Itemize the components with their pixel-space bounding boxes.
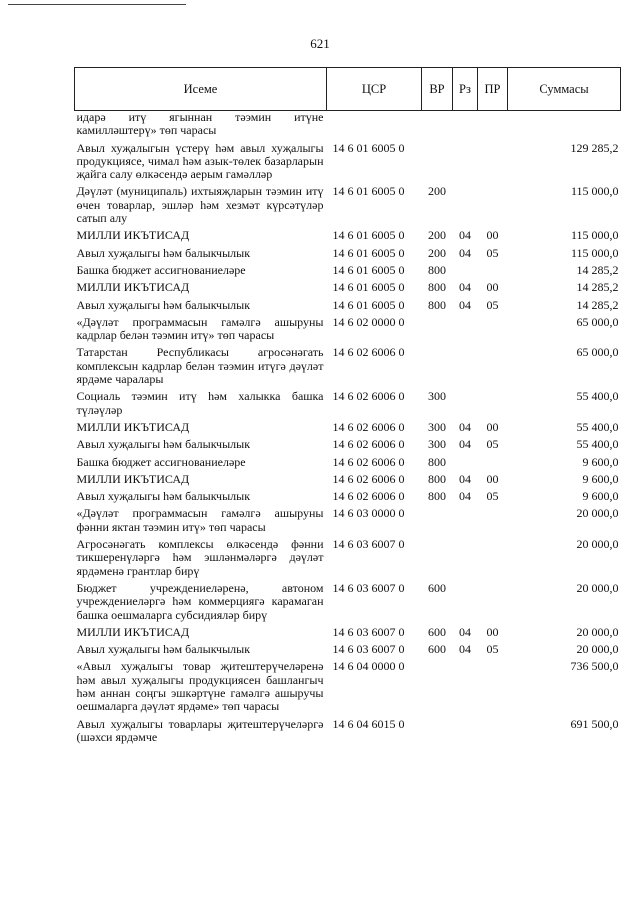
row-name: идарә итү ягыннан тәэмин итүне камилләштерү» төп чарасы — [76, 110, 324, 138]
row-rz — [453, 316, 478, 347]
table-row — [75, 718, 621, 749]
row-rz: 04 — [459, 437, 471, 452]
table-row — [75, 346, 621, 390]
row-vr: 300 — [428, 437, 446, 452]
row-name: Авыл хуҗалыгы һәм балыкчылык — [76, 489, 251, 504]
table-row — [75, 538, 621, 582]
row-vr — [422, 346, 453, 390]
row-name: «Дәүләт программасын гамәлгә ашыруны кадрлар белән тәэмин итү» төп чарасы — [76, 314, 324, 343]
row-csr — [327, 111, 422, 142]
row-sum: 20 000,0 — [576, 624, 619, 639]
row-vr: 800 — [428, 454, 446, 469]
header-sum: Суммасы — [508, 68, 621, 111]
row-csr: 14 6 01 6005 0 — [332, 245, 405, 260]
budget-table — [74, 67, 621, 748]
row-vr: 800 — [428, 280, 446, 295]
row-pr: 00 — [486, 228, 499, 243]
table-row — [75, 473, 621, 490]
row-name: «Авыл хуҗалыгы товар җитештерүчеләренә һәм авыл хуҗалыгы продукциясен башлангыч һәм аннан соңгы эшкәртүне гамәлгә ашыручы оешмаларга дәүләт ярдәме» төп чарасы — [76, 659, 324, 714]
row-csr: 14 6 03 6007 0 — [332, 642, 405, 657]
row-rz — [453, 456, 478, 473]
row-vr: 800 — [428, 262, 446, 277]
table-row — [75, 247, 621, 264]
row-csr: 14 6 01 6005 0 — [332, 140, 405, 155]
row-name: Авыл хуҗалыгы һәм балыкчылык — [76, 642, 251, 657]
row-csr: 14 6 03 6007 0 — [332, 580, 405, 595]
row-vr: 600 — [428, 624, 446, 639]
row-pr — [478, 660, 508, 717]
row-pr: 05 — [486, 437, 499, 452]
row-vr — [422, 507, 453, 538]
row-vr: 200 — [428, 228, 446, 243]
row-sum: 9 600,0 — [582, 471, 619, 486]
row-vr — [422, 142, 453, 186]
row-rz — [453, 111, 478, 142]
row-rz — [453, 185, 478, 229]
row-pr: 00 — [486, 280, 499, 295]
row-name: МИЛЛИ ИКЪТИСАД — [76, 228, 190, 243]
row-csr: 14 6 03 6007 0 — [332, 537, 405, 552]
row-csr: 14 6 02 6006 0 — [332, 419, 405, 434]
row-vr: 300 — [428, 389, 446, 404]
row-sum: 9 600,0 — [582, 454, 619, 469]
row-rz — [453, 538, 478, 582]
row-vr: 200 — [428, 245, 446, 260]
row-sum: 14 285,2 — [576, 280, 619, 295]
row-sum — [508, 111, 621, 142]
row-sum: 55 400,0 — [576, 389, 619, 404]
row-vr — [422, 718, 453, 749]
row-vr: 600 — [428, 642, 446, 657]
row-rz: 04 — [459, 280, 471, 295]
row-pr — [478, 456, 508, 473]
row-sum: 20 000,0 — [576, 506, 619, 521]
row-vr — [422, 538, 453, 582]
row-pr — [478, 538, 508, 582]
table-row — [75, 626, 621, 643]
row-csr: 14 6 02 6006 0 — [332, 454, 405, 469]
row-rz — [453, 507, 478, 538]
row-pr: 05 — [486, 642, 499, 657]
row-sum: 14 285,2 — [576, 262, 619, 277]
row-rz: 04 — [459, 228, 471, 243]
top-rule — [8, 4, 186, 5]
row-pr — [478, 142, 508, 186]
table-row — [75, 456, 621, 473]
row-sum: 9 600,0 — [582, 489, 619, 504]
header-csr: ЦСР — [327, 68, 422, 111]
page-number: 621 — [310, 36, 330, 51]
row-sum: 20 000,0 — [576, 642, 619, 657]
row-pr — [478, 185, 508, 229]
row-vr: 600 — [428, 580, 446, 595]
row-name: Татарстан Республикасы агросәнәгать комплексын кадрлар белән тәэмин итүгә дәүләт ярдәме чаралары — [76, 345, 324, 387]
row-rz — [453, 718, 478, 749]
row-pr — [478, 346, 508, 390]
header-vr: ВР — [422, 68, 453, 111]
row-csr: 14 6 03 0000 0 — [332, 506, 405, 521]
row-csr: 14 6 01 6005 0 — [332, 297, 405, 312]
row-rz: 04 — [459, 297, 471, 312]
row-pr: 05 — [486, 297, 499, 312]
table-row — [75, 142, 621, 186]
row-pr: 00 — [486, 471, 499, 486]
row-rz: 04 — [459, 642, 471, 657]
table-row — [75, 507, 621, 538]
table-header-row — [75, 68, 621, 111]
row-name: Агросәнәгать комплексы өлкәсендә фәнни тикшеренүләргә һәм эшләнмәләргә дәүләт ярдәменә грантлар бирү — [76, 537, 324, 578]
row-rz: 04 — [459, 471, 471, 486]
table-row — [75, 281, 621, 298]
row-csr: 14 6 02 6006 0 — [332, 345, 405, 360]
row-pr — [478, 507, 508, 538]
row-vr: 800 — [428, 471, 446, 486]
row-name: МИЛЛИ ИКЪТИСАД — [76, 280, 190, 295]
row-name: МИЛЛИ ИКЪТИСАД — [76, 419, 190, 434]
row-pr — [478, 718, 508, 749]
row-name: Авыл хуҗалыгын үстерү һәм авыл хуҗалыгы продукциясе, чимал һәм азык-төлек базарларын җайга салу өлкәсендә аерым гамәлләр — [76, 140, 324, 182]
row-csr: 14 6 01 6005 0 — [332, 280, 405, 295]
row-rz: 04 — [459, 245, 471, 260]
row-sum: 55 400,0 — [576, 419, 619, 434]
row-csr: 14 6 02 0000 0 — [332, 314, 405, 329]
table-row — [75, 299, 621, 316]
table-row — [75, 438, 621, 455]
row-pr — [478, 111, 508, 142]
header-name: Исеме — [75, 68, 327, 111]
row-rz — [453, 660, 478, 717]
row-name: МИЛЛИ ИКЪТИСАД — [76, 471, 190, 486]
row-pr: 05 — [486, 245, 499, 260]
row-rz — [453, 264, 478, 281]
table-row — [75, 643, 621, 660]
row-csr: 14 6 03 6007 0 — [332, 624, 405, 639]
row-vr: 800 — [428, 489, 446, 504]
row-rz: 04 — [459, 489, 471, 504]
row-vr — [422, 316, 453, 347]
row-sum: 14 285,2 — [576, 297, 619, 312]
row-vr: 800 — [428, 297, 446, 312]
row-csr: 14 6 01 6005 0 — [332, 228, 405, 243]
row-name: Дәүләт (муниципаль) ихтыяҗларын тәэмин итү өчен товарлар, эшләр һәм хезмәт күрсәтүләр сатып алу — [76, 184, 324, 226]
row-name: Бюджет учреждениеләренә, автоном учреждениеләргә һәм коммерциягә карамаган башка оешмаларга субсидияләр бирү — [76, 580, 324, 622]
table-row — [75, 316, 621, 347]
row-sum: 55 400,0 — [576, 437, 619, 452]
row-csr: 14 6 04 6015 0 — [332, 716, 405, 731]
row-sum: 20 000,0 — [576, 580, 619, 595]
table-row — [75, 264, 621, 281]
row-rz: 04 — [459, 419, 471, 434]
row-vr: 200 — [428, 184, 446, 199]
row-sum: 65 000,0 — [576, 314, 619, 329]
row-pr — [478, 264, 508, 281]
row-name: Авыл хуҗалыгы һәм балыкчылык — [76, 297, 251, 312]
row-pr — [478, 390, 508, 421]
row-name: Авыл хуҗалыгы һәм балыкчылык — [76, 437, 251, 452]
row-csr: 14 6 04 0000 0 — [332, 659, 405, 674]
row-name: МИЛЛИ ИКЪТИСАД — [76, 624, 190, 639]
header-pr: ПР — [478, 68, 508, 111]
row-csr: 14 6 01 6005 0 — [332, 262, 405, 277]
row-name: Башка бюджет ассигнованиеләре — [76, 262, 246, 277]
table-row — [75, 185, 621, 229]
table-row — [75, 582, 621, 626]
row-name: Социаль тәэмин итү һәм халыкка башка түләүләр — [76, 389, 324, 417]
row-vr: 300 — [428, 419, 446, 434]
row-rz — [453, 142, 478, 186]
row-sum: 736 500,0 — [570, 659, 619, 674]
row-rz — [453, 346, 478, 390]
row-rz: 04 — [459, 624, 471, 639]
row-sum: 20 000,0 — [576, 537, 619, 552]
row-sum: 115 000,0 — [570, 228, 619, 243]
table-row — [75, 660, 621, 717]
row-csr: 14 6 02 6006 0 — [332, 437, 405, 452]
table-body — [75, 111, 621, 749]
row-rz — [453, 390, 478, 421]
row-pr — [478, 316, 508, 347]
row-name: «Дәүләт программасын гамәлгә ашыруны фәнни яктан тәэмин итү» төп чарасы — [76, 506, 324, 534]
row-pr: 05 — [486, 489, 499, 504]
table-row — [75, 390, 621, 421]
table-row — [75, 421, 621, 438]
table-row — [75, 490, 621, 507]
row-vr — [422, 111, 453, 142]
row-sum: 115 000,0 — [570, 245, 619, 260]
row-rz — [453, 582, 478, 626]
row-name: Авыл хуҗалыгы һәм балыкчылык — [76, 245, 251, 260]
header-rz: Рз — [453, 68, 478, 111]
row-pr: 00 — [486, 419, 499, 434]
row-name: Авыл хуҗалыгы товарлары җитештерүчеләргә (шәхси ярдәмче — [76, 716, 324, 744]
row-csr: 14 6 02 6006 0 — [332, 389, 405, 404]
row-vr — [422, 660, 453, 717]
row-csr: 14 6 01 6005 0 — [332, 184, 405, 199]
table-row — [75, 229, 621, 246]
row-csr: 14 6 02 6006 0 — [332, 489, 405, 504]
row-pr: 00 — [486, 624, 499, 639]
row-pr — [478, 582, 508, 626]
row-sum: 65 000,0 — [576, 345, 619, 360]
row-csr: 14 6 02 6006 0 — [332, 471, 405, 486]
table-row — [75, 111, 621, 142]
row-sum: 115 000,0 — [570, 184, 619, 199]
row-name: Башка бюджет ассигнованиеләре — [76, 454, 246, 469]
row-sum: 691 500,0 — [570, 716, 619, 731]
row-sum: 129 285,2 — [570, 140, 619, 155]
